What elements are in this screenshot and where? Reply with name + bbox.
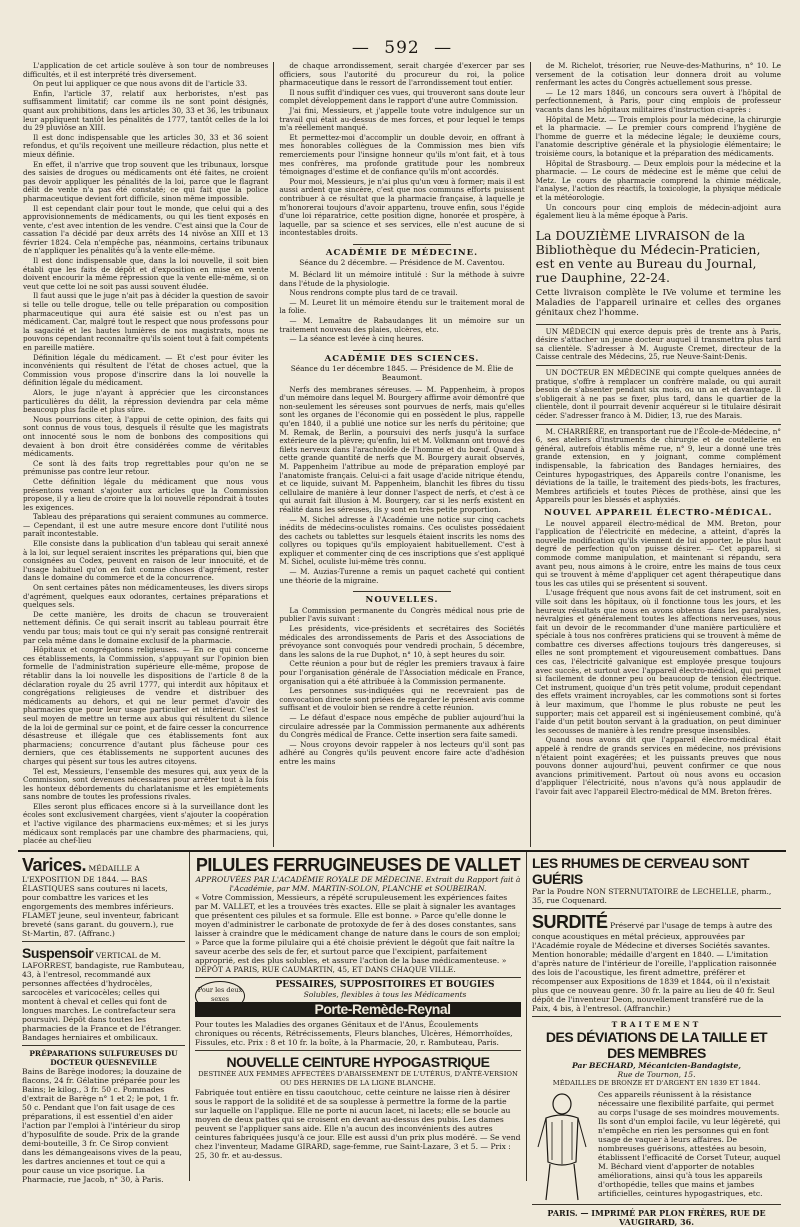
paragraph: Enfin, l'article 37, relatif aux herboristes, n'est pas suffisamment limitatif; car comme ils ne sont point désignés, quant aux prohibitions, dans les articles 30, 33 et 36, les tribunaux leur appliquent tantôt les pénalités de 1777, tantôt celles de la loi du 29 pluviôse an XIII. <box>23 88 269 133</box>
ad-vallet <box>195 855 521 974</box>
paragraph: — Le 12 mars 1846, un concours sera ouvert à l'hôpital de perfectionnement, à Paris, pour cinq emplois de professeur vacants dans les hôpitaux militaires d'instruction ci-après : <box>535 87 781 114</box>
paragraph: Les personnes sus-indiquées qui ne recevraient pas de convocation directe sont priées de regarder le présent avis comme suffisant et de vouloir bien se rendre à cette réunion. <box>279 686 525 713</box>
ad-title: SURDITÉ <box>532 912 608 932</box>
paragraph: Quand nous avons dit que l'appareil électro-médical était appelé à rendre de grands services en médecine, nos prévisions n'étaient point exagérées; et les puissants preuves que nous pouvons donner aujourd'hui, peuvent confirmer ce que nous avancions primitivement. Partout où nous avons eu occasion d'appliquer l'électricité, nous n'avons qu'à nous applaudir de l'avoir fait avec l'appareil Electro-médical de MM. Breton frères. <box>535 735 781 796</box>
paragraph: Tel est, Messieurs, l'ensemble des mesures qui, aux yeux de la Commission, sont devenues nécessaires pour arrêter tout à la fois les honteux débordements du charlatanisme et les empiètements sans nombre de toutes les professions rivales. <box>23 766 269 802</box>
ad-text: VERTICAL de M. LAFORREST, bandagiste, rue Rambuteau, 43, à l'entresol, recommandé aux personnes affectées d'hydrocèles, sarcocèles et varicocèles; celles qui montent à cheval et celles qui font de longues marches. Le contrefacteur sera poursuivi. Dépôt dans toutes les pharmacies de la France et de l'étranger. Bandages herniaires et ombilicaux. <box>22 951 185 1042</box>
ad-title: Varices. <box>22 855 87 875</box>
column-2 <box>273 62 529 847</box>
paragraph: Ce sont là des faits trop regrettables pour qu'on ne se prémunisse pas contre leur retour. <box>23 458 269 477</box>
ad-sulfureuses <box>22 1049 185 1184</box>
paragraph: Tableau des préparations qui seraient communes au commerce. — Cependant, il est une autre mesure encore dont l'utilité nous paraît incontestable. <box>23 512 269 539</box>
paragraph: Elles seront plus efficaces encore si à la surveillance dont les écoles sont exclusivement chargées, vient s'ajouter la coopération et l'active vigilance des pharmaciens eux-mêmes; et si les jurys médicaux sont remplacés par une chambre des pharmaciens, qui, placée au chef-lieu <box>23 801 269 846</box>
paragraph: Un concours pour cinq emplois de médecin-adjoint aura également lieu à la même époque à Paris. <box>535 202 781 221</box>
ad-column-right <box>527 852 786 1227</box>
paragraph: — La séance est levée à cinq heures. <box>289 334 424 344</box>
paragraph: Cette réunion a pour but de régler les premiers travaux à faire pour l'organisation générale de l'Association médicale en France, organisation qui a été attribuée à la Commission permanente. <box>279 659 525 686</box>
livraison-detail: Cette livraison complète le IVe volume et termine les Maladies de l'appareil urinaire et celles des organes génitaux chez l'homme. <box>535 287 781 318</box>
section-heading-academie-medecine: ACADÉMIE DE MÉDECINE. <box>325 247 479 258</box>
paragraph: Hôpitaux et congrégations religieuses. — En ce qui concerne ces établissements, la Commission, s'appuyant sur l'opinion bien formelle de l'administration supérieure elle-même, propose de rétablir dans la loi nouvelle les dispositions de l'article 8 de la déclaration royale du 25 avril 1777, qui interdit aux hôpitaux et congrégations religieuses de vendre et distribuer des médicaments au dehors, et qui ne leur permet d'avoir des pharmacies que pour leur usage particulier et intérieur. C'est le seul moyen de mettre un terme aux abus qui résultent du silence de la loi de germinal sur ce point, et de faire cesser la concurrence désastreuse et illégale que ces établissements font aux pharmaciens; concurrence d'autant plus fâcheuse pour ces derniers, que ces établissements ne supportent aucunes des charges qui pèsent sur tous les autres citoyens. <box>23 645 269 766</box>
paragraph: Nerfs des membranes séreuses. — M. Pappenheim, à propos d'un mémoire dans lequel M. Bourgery affirme avoir démontré que non-seulement les séreuses sont pourvues de nerfs, mais qu'elles sont les organes de l'économie qui en possèdent le plus, rappelle qu'en 1840, il a publié une notice sur les nerfs du péritoine; que M. Remak, de Berlin, a poursuivi des nerfs jusqu'à la surface extérieure de la plèvre; qu'enfin, lui et M. Volkmann ont trouvé des filets nerveux dans l'arachnoïde de l'homme et du bœuf. Quand à cette grande quantité de nerfs que M. Bourgery aurait observés, M. Pappenheim l'attribue au mode de préparation employé par l'anatomiste français. Celui-ci a fait usage d'acide nitrique étendu, et ce liquide, suivant M. Pappenheim, blanchit les fibres du tissu cellulaire de manière à leur donner l'aspect de nerfs, et c'est à ce qui aurait fait illusion à M. Bourgery, car si les nerfs existent en réalité dans les séreuses, ils y sont en très petite proportion. <box>279 384 525 514</box>
ad-title: DES DÉVIATIONS DE LA TAILLE ET DES MEMBRES <box>545 1029 768 1061</box>
divider <box>532 908 781 909</box>
ad-title: PRÉPARATIONS SULFUREUSES DU DOCTEUR QUESNEVILLE <box>29 1049 178 1067</box>
ad-text: MÉDAILLE A L'EXPOSITION DE 1844. — BAS ÉLASTIQUES sans coutures ni lacets, pour combattre les varices et les engorgements des membres inférieurs. FLAMET jeune, seul inventeur, fabricant breveté (sans garant. du gouvern.), rue St-Martin, 87. (Affranc.) <box>22 864 179 938</box>
ad-varices <box>22 855 185 938</box>
ad-title: LES RHUMES DE CERVEAU SONT GUÉRIS <box>532 855 749 887</box>
advertisements <box>18 850 786 1227</box>
paragraph: — M. Leuret lit un mémoire étendu sur le traitement moral de la folie. <box>279 297 525 316</box>
paragraph: M. Béclard lit un mémoire intitulé : Sur la méthode à suivre dans l'étude de la physiologie. <box>279 270 525 288</box>
ad-text: Pour toutes les Maladies des organes Génitaux et de l'Anus, Écoulements chroniques ou récents, Rétrécissements, Fleurs blanches, Ulcères, Hémorrhoïdes, Fissules, etc. Prix : 8 et 10 fr. la boîte, à la Pharmacie, 20, r. Rambuteau, Paris. <box>195 1020 513 1047</box>
paragraph: L'application de cet article soulève à son tour de nombreuses difficultés, et il est interprété très diversement. <box>23 61 269 79</box>
ad-text: Fabriquée tout entière en tissu caoutchouc, cette ceinture ne laisse rien à désirer sous le rapport de la solidité et de sa souplesse à permettre la forme de la partie sur laquelle on l'applique. Elle ne porte ni aucun lacet, ni lacets; elle se boucle au moyen de deux pattes qui se croisent en devant au-dessus des pubis. Les dames peuvent se l'appliquer sans aide. Elle n'a aucun des inconvénients des autres ceintures fabriquées jusqu'à ce jour. Elle est aussi d'un prix plus modéré. — Se vend chez l'inventeur, Madame GIRARD, sage-femme, rue Saint-Lazare, 3 et 5. — Prix : 25, 30 fr. et au-dessus. <box>195 1088 521 1160</box>
paragraph: Et permettez-moi d'accomplir un double devoir, en offrant à mes honorables collègues de la Commission mes bien vifs remerciements pour l'insigne honneur qu'ils m'ont fait, et à tous mes confrères, ma profonde gratitude pour les nombreux témoignages d'estime et de confiance qu'ils m'ont accordés. <box>279 132 525 177</box>
ad-text: Ces appareils réunissent à la résistance nécessaire une flexibilité parfaite, qui permet au corps l'usage de ses moindres mouvements. Ils sont d'un emploi facile, vu leur légèreté, qui n'empêche en rien les personnes qui en font usage de vaquer à leurs affaires. De nombreuses guérisons, attestées au besoin, établissent l'efficacité de Corset Tuteur, auquel M. Béchard vient d'apporter de notables améliorations, ainsi qu'à tous les appareils d'orthopédie, telles que mains et jambes artificielles, ceintures hypogastriques, etc. <box>598 1090 781 1198</box>
divider <box>353 350 451 351</box>
ad-subtitle: Solubles, flexibles à tous les Médicaments <box>303 990 467 999</box>
ad-subtitle: DESTINÉE AUX FEMMES AFFECTÉES D'ABAISSEMENT DE L'UTÉRUS, D'ANTÉ-VERSION OU DES HERNIES DE LA LIGNE BLANCHE. <box>198 1070 518 1087</box>
paragraph: On sent certaines pâtes non médicamenteuses, les divers sirops d'agrément, quelques eaux odorantes, certaines préparations et quelques sels. <box>23 583 269 610</box>
section-heading-nouvelles: NOUVELLES. <box>365 595 439 606</box>
paragraph: Le nouvel appareil électro-médical de MM. Breton, pour l'application de l'électricité en médecine, a atteint, d'après la nouvelle modification qu'ils viennent de lui apporter, le plus haut degré de perfection qu'on puisse désirer. — Cet appareil, si commode comme manipulation, et maintenant si répandu, sera avant peu, nous aimons à le croire, entre les mains de tous ceux qui se trouvent à même d'appliquer cet agent thérapeutique dans tous les cas utiles qui se présentent si souvent. <box>535 518 781 588</box>
divider <box>536 324 781 325</box>
ad-kicker: TRAITEMENT <box>611 1020 702 1029</box>
paragraph: de chaque arrondissement, serait chargée d'exercer par ses officiers, sous l'autorité du procureur du roi, la police pharmaceutique dans le ressort de l'arrondissement tout entier. <box>279 61 525 88</box>
divider <box>22 1045 185 1046</box>
ad-brand: Porte-Remède-Reynal <box>195 1002 521 1017</box>
ad-subtitle: APPROUVÉES PAR L'ACADÉMIE ROYALE DE MÉDECINE. Extrait du Rapport fait à l'Académie, par MM. MARTIN-SOLON, PLANCHE et SOUBEIRAN. <box>195 875 521 893</box>
paragraph: — Nous croyons devoir rappeler à nos lecteurs qu'il sont pas adhéré au Congrès qu'ils peuvent encore faire acte d'adhésion entre les mains <box>279 739 525 766</box>
divider <box>353 244 451 245</box>
paragraph: Il faut aussi que le juge n'ait pas à décider la question de savoir si telle ou telle drogue, telle ou telle préparation ou composition pharmaceutique qui aura été saisie est ou n'est pas un médicament. Car, malgré tout le respect que nous professons pour la sagacité et les hautes lumières de nos magistrats, nous ne pouvons cependant reconnaître qu'ils soient tout à fait compétents en pareille matière. <box>23 291 269 352</box>
ad-address: Rue de Tournon, 15. <box>617 1070 696 1079</box>
paragraph: Alors, le juge n'ayant à apprécier que les circonstances particulières du délit, la répression deviendra par cela même beaucoup plus facile et plus sûre. <box>23 387 269 415</box>
section-heading-electro: NOUVEL APPAREIL ÉLECTRO-MÉDICAL. <box>544 507 773 518</box>
divider <box>195 977 521 978</box>
ad-medal: MÉDAILLES DE BRONZE ET D'ARGENT EN 1839 ET 1844. <box>552 1079 761 1087</box>
paragraph: La Commission permanente du Congrès médical nous prie de publier l'avis suivant : <box>279 605 525 624</box>
paragraph: En effet, il n'arrive que trop souvent que les tribunaux, lorsque des saisies de drogues ou médicaments ont été faites, ne croient pas devoir appliquer les pénalités de la loi, parce que le flagrant délit de vente n'a pas été constaté; ce qui fait que la police pharmaceutique devient fort difficile, sinon même impossible. <box>23 159 269 203</box>
page-number: — 592 — <box>351 38 453 58</box>
ad-text: Préservé par l'usage de temps à autre des conque acoustiques en métal précieux, approuvées par l'Académie royale de Médecine et diverses Sociétés savantes. Mention honorable; médaille d'argent en 1840. — L'imitation d'après nature de l'intérieur de l'oreille, l'application raisonnée des lois de l'acoustique, les firent admettre, préférer et récompenser aux Expositions de 1839 et 1844, où il n'existait plus que ce nouveau genre. 30 fr. la paire au lieu de 40 fr. Seul dépôt de l'inventeur Deon, nouvellement transféré rue de la Paix, 4 bis, à l'entresol. (Affranchir.) <box>532 921 777 1013</box>
ad-maker: Par BECHARD, Mécanicien-Bandagiste, <box>571 1061 742 1070</box>
paragraph: J'ai fini, Messieurs, et j'appelle toute votre indulgence sur un travail qui était au-dessus de mes forces, et pour lequel le temps m'a réellement manqué. <box>279 105 525 133</box>
paragraph: Hôpital de Strasbourg. — Deux emplois pour la médecine et la pharmacie. — Le cours de médecine est le même que celui de Metz. Le cours de pharmacie comprend la chimie médicale, l'analyse, l'action des réactifs, la toxicologie, la physique médicale et la météorologie. <box>535 158 781 202</box>
ad-subtitle: Par la Poudre NON STERNUTATOIRE de LECHELLE, pharm., 35, rue Coquenard. <box>532 887 772 905</box>
paragraph: — Le défaut d'espace nous empêche de publier aujourd'hui la circulaire adressée par la Commission permanente aux adhérents du Congrès médical de France. Cette insertion sera faite samedi. <box>279 712 525 740</box>
paragraph: L'usage fréquent que nous avons fait de cet instrument, soit en ville soit dans les hôpitaux, où il fonctionne tous les jours, et les heureux résultats que nous en avons obtenus dans les paralysies, névralgies et généralement toutes les affections nerveuses, nous fait un devoir de le recommander d'une manière particulière et spéciale à tous nos confrères praticiens qui se trouvent à même de combattre ces diverses affections toujours très dangereuses, si elles ne sont promptement et vigoureusement combattues. Dans ces cas, l'électricité galvanique est employée presque toujours avec succès, et surtout avec l'appareil électro-médical, qui permet si facilement de donner peu ou beaucoup de tension électrique. Cet instrument, quoique d'un très petit volume, produit cependant des effets vraiment incroyables, car les commotions sont si fortes à leur maximum, que l'homme le plus robuste ne peut les supporter; mais cet appareil est si ingénieusement combiné, qu'à l'aide d'un petit bouton servant à la graduation, on peut diminuer les secousses de manière à les rendre presque insensibles. <box>535 588 781 735</box>
livraison-announcement: La DOUZIÈME LIVRAISON de la Bibliothèque du Médecin-Praticien, est en vente au Bureau du Journal, rue Dauphine, 22-24. <box>535 227 761 285</box>
divider <box>22 941 185 942</box>
paragraph: Hôpital de Metz. — Trois emplois pour la médecine, la chirurgie et la pharmacie. — Le premier cours comprend l'hygiène de l'homme de guerre et la médecine légale; le deuxième cours, l'anatomie descriptive générale et la physiologie élémentaire; le troisième cours, la botanique et la préparation des médicaments. <box>535 114 781 158</box>
ad-title: NOUVELLE CEINTURE HYPOGASTRIQUE <box>226 1054 490 1070</box>
paragraph: — M. Sichel adresse à l'Académie une notice sur cinq cachets inédits de médecins-oculistes romains. Ces oculistes possédaient des cachets ou tablettes sur lesquels étaient inscrits les noms des collyres ou topiques qu'ils employaient habituellement. C'est à expliquer et commenter cinq de ces inscriptions que s'est appliqué M. Sichel, oculiste lui-même très connu. <box>279 514 525 567</box>
paragraph: De cette manière, les droits de chacun se trouveraient nettement définis. Ce qui serait inscrit au tableau pourrait être vendu par tous; mais tout ce qui n'y serait pas consigné rentrerait par cela même dans le domaine exclusif de la pharmacie. <box>23 609 269 645</box>
classified-ad: M. CHARRIÈRE, en transportant rue de l'École-de-Médecine, n° 6, ses ateliers d'instruments de chirurgie et de coutellerie en général, autrefois établis même rue, n° 9, leur a donné une très grande extension, en y joignant, comme complément indispensable, la fabrication des Bandages herniaires, des Ceintures hypogastriques, des Appareils contre l'onanisme, les déviations de la taille, le traitement des pieds-bots, les fractures, Membres artificiels et toutes Pièces de prothèse, ainsi que les Appareils pour les blessés et asphyxiés. <box>535 426 781 505</box>
classified-ad: UN MÉDECIN qui exerce depuis près de trente ans à Paris, désire s'attacher un jeune docteur auquel il transmettra plus tard sa clientèle. S'adresser à M. Auguste Cremet, directeur de la Caisse centrale des Médecins, 25, rue Neuve-Saint-Denis. <box>535 326 781 362</box>
session-line: Séance du 1er décembre 1845. — Présidence de M. Élie de Beaumont. <box>290 364 514 382</box>
divider <box>536 365 781 366</box>
ad-text: Bains de Barège inodores; la douzaine de flacons, 24 fr. Gélatine préparée pour les Bains; le kilog., 3 fr. 50 c. Pommades d'extrait de Barège n° 1 et 2; le pot, 1 fr. 50 c. Pendant que l'on fait usage de ces préparations, il est essentiel d'en aider l'action par l'emploi à l'intérieur du sirop d'hyposulfite de soude. Prix de la grande demi-bouteille, 3 fr. Ce Sirop convient dans les démangeaisons vives de la peau, les dartres anciennes et tout ce qui a pour cause un vice psorique. La Pharmacie, rue Jacob, n° 30, à Paris. <box>22 1067 182 1184</box>
ad-column-left <box>18 852 190 1184</box>
session-line: Séance du 2 décembre. — Présidence de M. Caventou. <box>299 258 505 268</box>
column-3 <box>530 62 786 847</box>
paragraph: Il est donc indispensable que, dans la loi nouvelle, il soit bien établi que les faits de dépôt et d'exposition en mise en vente doivent encourir la même répression que la vente elle-même, si on veut que cette loi ne soit pas aussi souvent éludée. <box>23 256 269 291</box>
ad-title: PILULES FERRUGINEUSES DE VALLET <box>195 855 521 875</box>
badge: Pour les deux sexes <box>195 981 245 1011</box>
divider <box>532 1016 781 1017</box>
printer-footer: PARIS. — IMPRIMÉ PAR PLON FRÈRES, RUE DE VAUGIRARD, 36. <box>532 1204 781 1227</box>
ad-title: PESSAIRES, SUPPOSITOIRES ET BOUGIES <box>275 980 495 990</box>
divider <box>353 591 451 592</box>
paragraph: — M. Lemaître de Rabaudanges lit un mémoire sur un traitement nouveau des plaies, ulcères, etc. <box>279 316 525 334</box>
paragraph: Elle consiste dans la publication d'un tableau qui serait annexé à la loi, sur lequel seraient inscrites les préparations qui, bien que consignées au Codex, peuvent en raison de leur innocuité, et de l'usage habituel qu'on en fait comme choses d'agrément, rester dans le domaine du commerce et de la concurrence. <box>23 539 269 583</box>
paragraph: Nous pourrions citer, à l'appui de cette opinion, des faits qui sont connus de vous tous, desquels il résulte que les magistrats ont innocenté sous le nom de bonbons des compositions qui devaient à bon droit être considérées comme de véritables médicaments. <box>23 414 269 459</box>
divider <box>536 424 781 425</box>
ad-rhumes <box>532 855 781 905</box>
corset-illustration-icon <box>532 1092 592 1202</box>
paragraph: Nous rendrons compte plus tard de ce travail. <box>289 288 458 298</box>
column-1 <box>18 62 273 847</box>
paragraph: Les présidents, vice-présidents et secrétaires des Sociétés médicales des arrondissements de Paris et des Associations de prévoyance sont convoqués pour vendredi prochain, 5 décembre, dans les salons de la rue Duphot, n° 10, à sept heures du soir. <box>279 624 525 659</box>
paragraph: Définition légale du médicament. — Et c'est pour éviter les inconvénients qui résultent de l'état de choses actuel, que la Commission vous propose d'inscrire dans la loi nouvelle la définition légale du médicament. <box>23 352 269 388</box>
ad-surdite <box>532 912 781 1013</box>
paragraph: de M. Richelot, trésorier, rue Neuve-des-Mathurins, n° 10. Le versement de la cotisation leur donnera droit au volume renfermant les actes du Congrès actuellement sous presse. <box>535 61 781 88</box>
ad-text: « Votre Commission, Messieurs, a répété scrupuleusement les expériences faites par M. VALLET, et les a trouvées très exactes. Elle se plait à signaler les avantages que présentent ces pilules et sa formule. Elle est bonne. » Parce qu'elle donne le moyen d'administrer le carbonate de protoxyde de fer à des doses constantes, sans laisser à craindre que le médicament change de nature dans le cours de son emploi; » Parce que la forme pilulaire qui a été choisie prévient le dégoût que fait naître la saveur acerbe des sels de fer, et surtout parce que l'excipient, parfaitement approprié, est des plus solubles, et assure l'action de la base médicamenteuse. » DÉPÔT A PARIS, RUE CAUMARTIN, 45, ET DANS CHAQUE VILLE. <box>195 893 521 974</box>
paragraph: Il est cependant clair pour tout le monde, que celui qui a des approvisionnements de médicaments, ou qui les tient exposés en vente, c'est avec intention de les vendre. C'est ainsi que la Cour de cassation l'a décidé par deux arrêts des 14 nivôse an XIII et 13 février 1824. Cela n'empêche pas, néanmoins, certains tribunaux de n'appliquer les pénalités qu'à la vente elle-même. <box>23 203 269 256</box>
divider <box>195 1050 521 1051</box>
ad-deviations <box>532 1020 781 1198</box>
section-heading-academie-sciences: ACADÉMIE DES SCIENCES. <box>324 353 480 364</box>
article-columns <box>18 62 786 847</box>
paragraph: Cette définition légale du médicament que nous vous présentons venant s'ajouter aux articles que la Commission propose, il y a lieu de croire que la loi nouvelle répondrait à toutes les exigences. <box>23 476 269 512</box>
ad-ceinture <box>195 1054 521 1160</box>
paragraph: On peut lui appliquer ce que nous avons dit de l'article 33. <box>33 79 248 89</box>
paragraph: Il est donc indispensable que les articles 30, 33 et 36 soient refondus, et qu'ils reçoivent une meilleure rédaction, plus nette et mieux définie. <box>23 132 269 159</box>
ad-column-center <box>190 852 527 1181</box>
ad-title: Suspensoir <box>22 945 94 961</box>
classified-ad: UN DOCTEUR EN MÉDECINE qui compte quelques années de pratique, s'offre à remplacer un confrère malade, ou qui aurait besoin de s'absenter pendant six mois, ou un an et davantage. Il s'obligerait à ne pas se fixer, plus tard, dans le quartier de la clientèle, dont il pourrait devenir acquéreur si le titulaire désirait céder. S'adresser franco à M. Didier, 13, rue des Marais. <box>535 368 781 421</box>
paragraph: Pour moi, Messieurs, je n'ai plus qu'un vœu à former; mais il est aussi ardent que sincère, c'est que nos communs efforts puissent contribuer à ce résultat que la pharmacie française, à laquelle je m'honorerai toujours d'avoir appartenu, trouve enfin, sous l'égide d'une loi réparatrice, cette position digne, honorée et prospère, à laquelle, par sa science et ses services, elle n'est aucune de si incontestables droits. <box>279 176 525 238</box>
ad-suspensoir <box>22 945 185 1042</box>
paragraph: Il nous suffit d'indiquer ces vues, qui trouveront sans doute leur complet développement dans le rapport d'une autre Commission. <box>279 87 525 106</box>
ad-pessaires <box>195 981 521 1047</box>
paragraph: — M. Auzias-Turenne a remis un paquet cacheté qui contient une théorie de la migraine. <box>279 567 525 585</box>
